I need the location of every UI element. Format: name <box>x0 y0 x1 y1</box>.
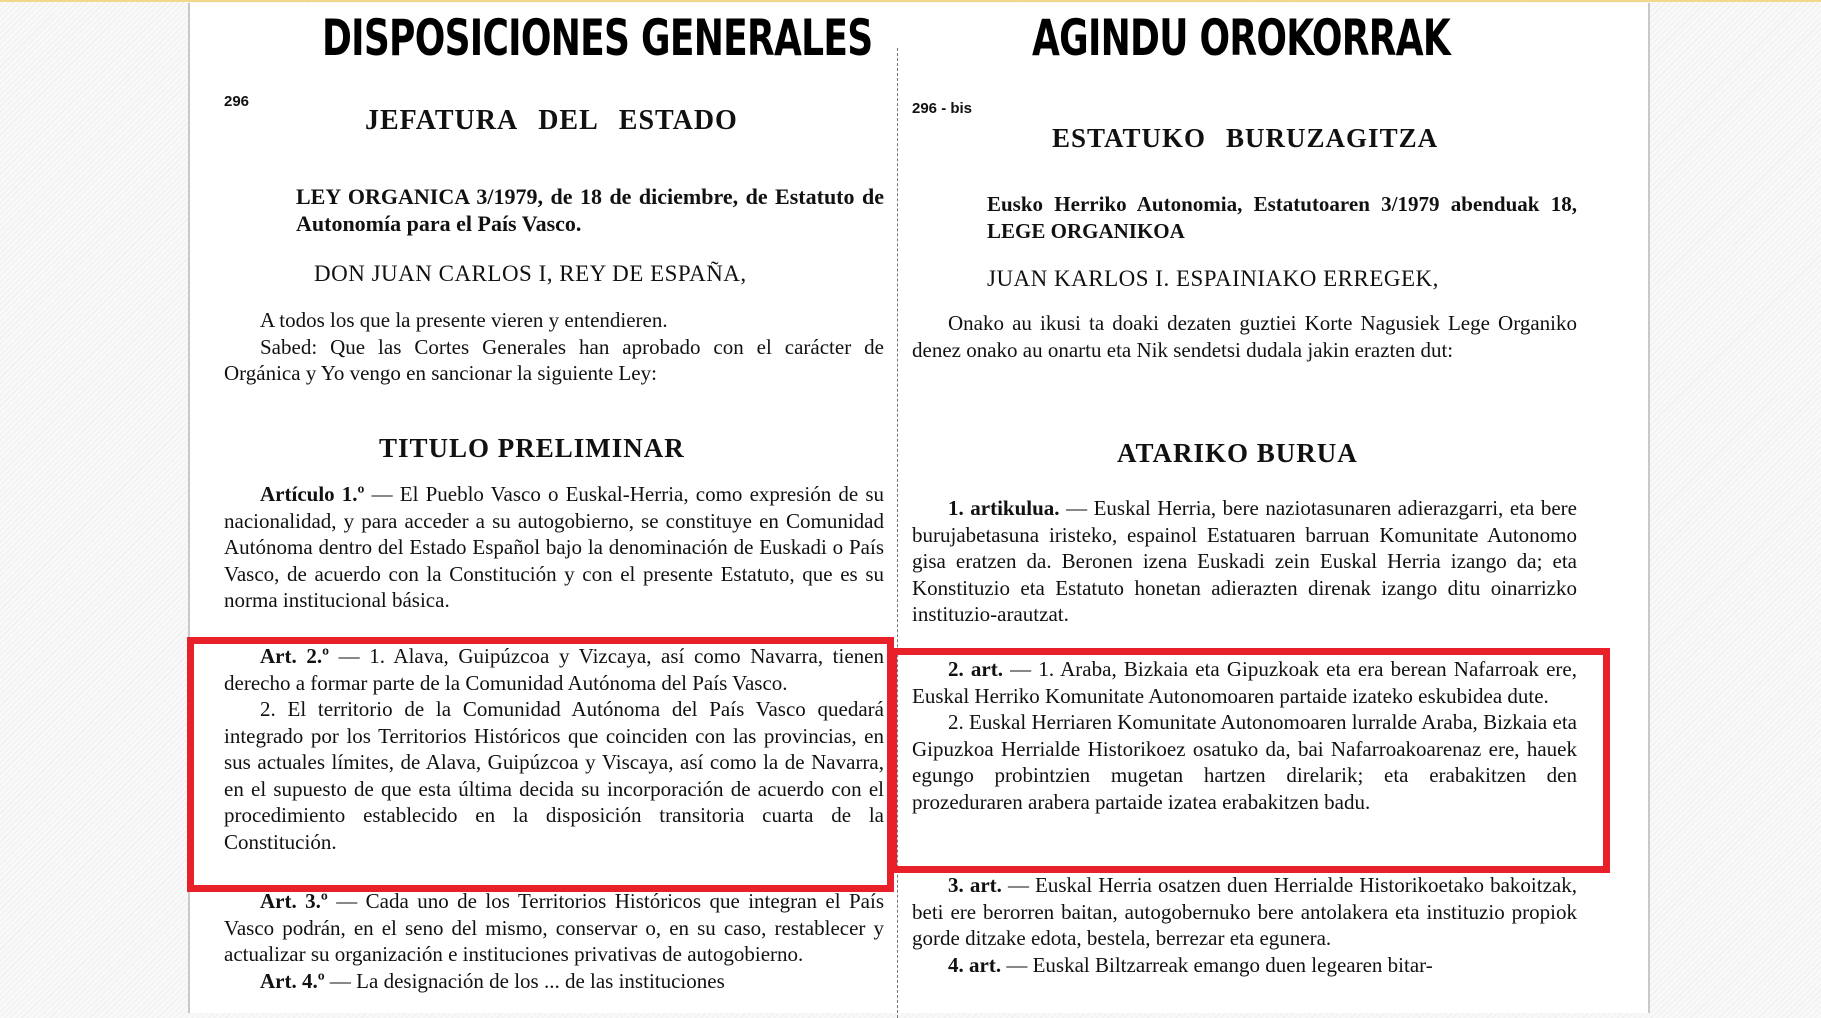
article-1 <box>912 495 1577 628</box>
preamble-line-1: A todos los que la presente vieren y entendieren. <box>260 308 668 332</box>
heading-word: ESTATUKO <box>1052 123 1207 153</box>
top-accent-line <box>0 0 1821 2</box>
section-number: 296 <box>224 93 250 110</box>
preamble <box>224 307 884 387</box>
section-heading <box>365 105 738 137</box>
article-label: Artículo 1.º <box>260 482 365 506</box>
article-point-1: — 1. Araba, Bizkaia eta Gipuzkoak eta era berean Nafarroak ere, Euskal Herriko Komunitate Autonomoaren partaide izateko eskubidea dute. <box>912 657 1577 708</box>
article-text: — Euskal Herria osatzen duen Herrialde Historikoetako bakoitzak, beti ere berorren baitan, autogobernuko bere antolakera eta instituzio propiok gorde ditzake edota, bestela, berrezar eta egunera. <box>912 873 1577 950</box>
article-label: Art. 3.º <box>260 889 328 913</box>
article-text: — Cada uno de los Territorios Históricos que integran el País Vasco podrán, en el seno del mismo, conservar o, en su caso, restablecer y actualizar su organización e instituciones privativas de autogobierno. <box>224 889 884 966</box>
title-heading: TITULO PRELIMINAR <box>379 433 685 463</box>
heading-word: JEFATURA <box>365 105 519 136</box>
section-heading <box>1052 123 1438 154</box>
article-point-1: — 1. Alava, Guipúzcoa y Vizcaya, así como Navarra, tienen derecho a formar parte de la Comunidad Autónoma del País Vasco. <box>224 644 884 695</box>
law-title: Eusko Herriko Autonomia, Estatutoaren 3/1979 abenduak 18, LEGE ORGANIKOA <box>987 192 1577 243</box>
article-text: — Euskal Biltzarreak emango duen legearen bitar- <box>1001 952 1433 977</box>
title-heading: ATARIKO BURUA <box>1117 438 1358 468</box>
article-label: Art. 2.º <box>260 644 330 668</box>
column-divider <box>897 48 898 1018</box>
article-3 <box>224 888 884 994</box>
article-text: — La designación de los ... de las instituciones <box>324 968 725 993</box>
document-page[interactable] <box>188 3 1650 1013</box>
law-title: LEY ORGANICA 3/1979, de 18 de diciembre, de Estatuto de Autonomía para el País Vasco. <box>296 184 884 236</box>
heading-word: DEL <box>538 105 599 136</box>
king-proclamation: JUAN KARLOS I. ESPAINIAKO ERREGEK, <box>987 266 1439 291</box>
article-label: 2. art. <box>948 657 1003 681</box>
article-2 <box>912 656 1577 815</box>
preamble-text: Onako au ikusi ta doaki dezaten guztiei Korte Nagusiek Lege Organiko denez onako au onartu eta Nik sendetsi dudala jakin erazten dut: <box>912 311 1577 362</box>
article-text: — El Pueblo Vasco o Euskal-Herria, como expresión de su nacionalidad, y para acceder a su autogobierno, se constituye en Comunidad Autónoma dentro del Estado Español bajo la denominación de Euskadi o País Vasco, de acuerdo con la Constitución y con el presente Estatuto, que es su norma institucional básica. <box>224 482 884 612</box>
article-label: 4. art. <box>948 952 1002 977</box>
preamble <box>912 310 1577 363</box>
preamble-line-2: Sabed: Que las Cortes Generales han aprobado con el carácter de Orgánica y Yo vengo en sancionar la siguiente Ley: <box>224 334 884 385</box>
article-label: 3. art. <box>948 873 1002 897</box>
heading-word: BURUZAGITZA <box>1226 123 1439 153</box>
masthead-basque: AGINDU OROKORRAK <box>1032 9 1451 67</box>
article-label: 1. artikulua. <box>948 496 1060 520</box>
section-number: 296 - bis <box>912 100 973 117</box>
article-3 <box>912 872 1577 978</box>
article-label: Art. 4.º <box>260 968 325 993</box>
king-proclamation: DON JUAN CARLOS I, REY DE ESPAÑA, <box>314 261 747 286</box>
article-point-2: 2. Euskal Herriaren Komunitate Autonomoaren lurralde Araba, Bizkaia eta Gipuzkoa Herrialde Historikoez osatuko da, bai Nafarroakoarenaz ere, hauek egungo probintzien mugetan hartzen direlarik; eta erabakitzen den prozeduraren arabera partaide izatea erabakitzen badu. <box>912 710 1577 814</box>
article-2 <box>224 643 884 855</box>
article-1 <box>224 481 884 614</box>
heading-word: ESTADO <box>618 105 738 136</box>
masthead-spanish: DISPOSICIONES GENERALES <box>322 9 873 67</box>
article-point-2: 2. El territorio de la Comunidad Autónoma del País Vasco quedará integrado por los Territorios Históricos que coinciden con las provincias, en sus actuales límites, de Alava, Guipúzcoa y Viscaya, así como la de Navarra, en el supuesto de que esta última decida su incorporación de acuerdo con el procedimiento establecido en la disposición transitoria cuarta de la Constitución. <box>224 697 884 854</box>
article-text: — Euskal Herria, bere naziotasunaren adierazgarri, eta bere burujabetasuna iristeko, espainol Estatuaren barruan Komunitate Autonomo gisa eratzen da. Beronen izena Euskadi zein Euskal Herria izango da; eta Konstituzio eta Estatuto honetan adierazten direnak izango ditu oinarrizko instituzio-arautzat. <box>912 496 1577 626</box>
